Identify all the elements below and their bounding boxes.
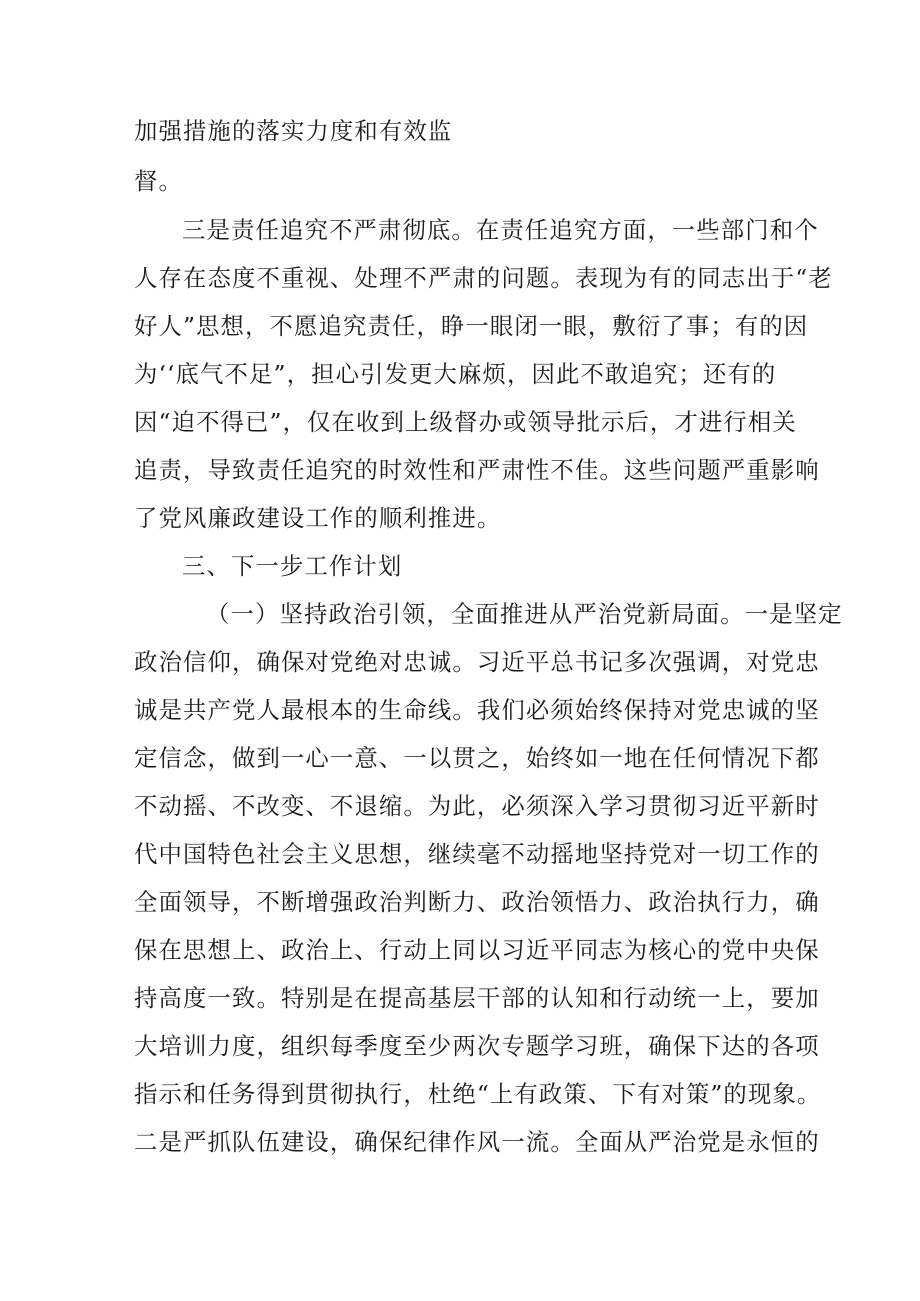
text-line: 诚是共产党人最根本的生命线。我们必须始终保持对党忠诚的坚 bbox=[134, 696, 820, 724]
text-line: 好人”思想，不愿追究责任，睁一眼闭一眼，敷衍了事；有的因 bbox=[134, 312, 809, 340]
text-line: 为‘‘底气不足”，担心引发更大麻烦，因此不敢追究；还有的 bbox=[134, 360, 777, 388]
text-line: 指示和任务得到贯彻执行，杜绝“上有政策、下有对策”的现象。 bbox=[134, 1080, 822, 1108]
text-line: 保在思想上、政治上、行动上同以习近平同志为核心的党中央保 bbox=[134, 936, 820, 964]
text-line: 人存在态度不重视、处理不严肃的问题。表现为有的同志出于“老 bbox=[134, 264, 833, 292]
text-line: 督。 bbox=[134, 167, 183, 195]
text-line: 了党风廉政建设工作的顺利推进。 bbox=[134, 504, 502, 532]
text-line: 政治信仰，确保对党绝对忠诚。习近平总书记多次强调，对党忠 bbox=[134, 648, 820, 676]
text-line: 不动摇、不改变、不退缩。为此，必须深入学习贯彻习近平新时 bbox=[134, 792, 820, 820]
paragraph-first-line: 三是责任追究不严肃彻底。在责任追究方面，一些部门和个 bbox=[182, 216, 819, 244]
text-line: 二是严抓队伍建设，确保纪律作风一流。全面从严治党是永恒的 bbox=[134, 1128, 820, 1156]
text-line: 代中国特色社会主义思想，继续毫不动摇地坚持党对一切工作的 bbox=[134, 840, 820, 868]
text-line: 持高度一致。特别是在提高基层干部的认知和行动统一上，要加 bbox=[134, 984, 820, 1012]
subsection-heading-line: （一）坚持政治引领，全面推进从严治党新局面。一是坚定 bbox=[206, 600, 843, 628]
text-line: 追责，导致责任追究的时效性和严肃性不佳。这些问题严重影响 bbox=[134, 456, 820, 484]
section-heading: 三、下一步工作计划 bbox=[182, 552, 403, 580]
text-line: 加强措施的落实力度和有效监 bbox=[134, 117, 453, 145]
text-line: 大培训力度，组织每季度至少两次专题学习班，确保下达的各项 bbox=[134, 1032, 820, 1060]
text-line: 定信念，做到一心一意、一以贯之，始终如一地在任何情况下都 bbox=[134, 744, 820, 772]
text-line: 因“迫不得已”，仅在收到上级督办或领导批示后，才进行相关 bbox=[134, 408, 797, 436]
text-line: 全面领导，不断增强政治判断力、政治领悟力、政治执行力，确 bbox=[134, 888, 820, 916]
